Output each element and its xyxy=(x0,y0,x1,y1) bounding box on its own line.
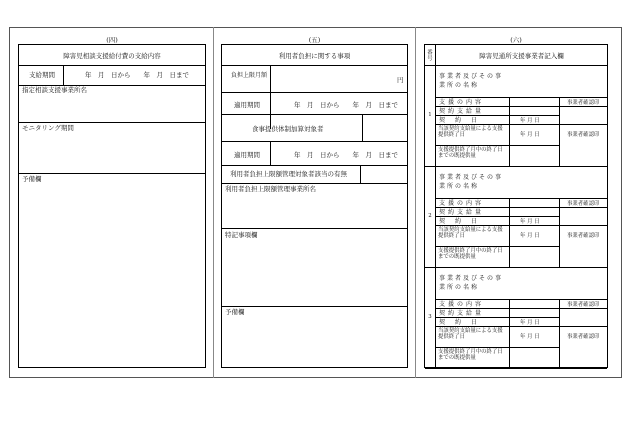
column-divider-left xyxy=(213,27,214,378)
contract-amount-label: 契約支給量 xyxy=(439,310,485,317)
rule-line xyxy=(435,347,559,348)
rule-line xyxy=(435,225,607,226)
section-four-table xyxy=(18,44,206,368)
rule-line xyxy=(509,198,510,267)
rule-line xyxy=(425,368,607,369)
rule-line xyxy=(222,228,407,229)
rule-line xyxy=(559,299,560,368)
notes-field-label: 特記事項欄 xyxy=(225,231,258,239)
applied-period-value[interactable]: 年 月 日から 年 月 日まで xyxy=(294,101,398,109)
rule-line xyxy=(222,65,407,66)
rule-line xyxy=(435,198,607,199)
contract-date-label: 契約日 xyxy=(439,218,488,225)
rule-line xyxy=(222,165,407,166)
applied-period-value-2[interactable]: 年 月 日から 年 月 日まで xyxy=(294,151,398,159)
contract-date-label: 契約日 xyxy=(439,319,488,326)
meal-subsidy-label: 食事提供体制加算対象者 xyxy=(252,125,324,133)
section-five-table xyxy=(221,44,408,368)
support-content-label: 支援の内容 xyxy=(439,200,485,207)
designated-office-label: 指定相談支援事業所名 xyxy=(22,86,87,94)
provider-confirm-seal-1: 事業者確認印 xyxy=(567,302,600,308)
reserve-field-label: 予備欄 xyxy=(22,175,42,183)
number-column-header: 番号 xyxy=(427,50,433,63)
provider-entry-3 xyxy=(425,268,607,368)
support-end-date-label: 当該契約支給量による支援提供終了日 xyxy=(438,126,503,139)
rule-line xyxy=(435,216,559,217)
rule-line xyxy=(435,106,607,107)
provided-amount-label: 支援提供終了月中の終了日までの既提供量 xyxy=(438,147,503,160)
rule-line xyxy=(435,246,559,247)
support-end-date-label: 当該契約支給量による支援提供終了日 xyxy=(438,328,503,341)
rule-line xyxy=(435,317,559,318)
contract-date-value[interactable]: 年 月 日 xyxy=(520,118,540,124)
support-end-date-value[interactable]: 年 月 日 xyxy=(520,334,540,340)
provider-entry-2 xyxy=(425,167,607,267)
rule-line xyxy=(270,65,271,129)
rule-line xyxy=(509,97,510,166)
rule-line xyxy=(19,65,205,66)
provider-confirm-seal-2: 事業者確認印 xyxy=(567,132,600,138)
entry-number: 3 xyxy=(428,314,432,320)
applied-period-label: 適用期間 xyxy=(234,101,260,109)
provider-entry-1 xyxy=(425,66,607,166)
payment-period-value[interactable]: 年 月 日から 年 月 日まで xyxy=(85,71,189,79)
rule-line xyxy=(435,207,607,208)
provider-confirm-seal-2: 事業者確認印 xyxy=(567,233,600,239)
contract-date-value[interactable]: 年 月 日 xyxy=(520,219,540,225)
entry-number: 2 xyxy=(428,213,432,219)
rule-line xyxy=(222,306,407,307)
support-end-date-label: 当該契約支給量による支援提供終了日 xyxy=(438,227,503,240)
office-name-label: 事業者及びその事業所の名称 xyxy=(439,174,504,190)
support-content-label: 支援の内容 xyxy=(439,99,485,106)
rule-line xyxy=(63,65,64,85)
payment-period-label: 支給期間 xyxy=(29,71,55,79)
contract-date-label: 契約日 xyxy=(439,117,488,124)
rule-line xyxy=(222,92,407,93)
provided-amount-label: 支援提供終了月中の終了日までの既提供量 xyxy=(438,349,503,362)
rule-line xyxy=(19,122,205,123)
rule-line xyxy=(362,114,363,141)
provider-confirm-seal-1: 事業者確認印 xyxy=(567,100,600,106)
applied-period-label-2: 適用期間 xyxy=(234,151,260,159)
section-four-title: 障害児相談支援給付費の支給内容 xyxy=(63,52,161,60)
rule-line xyxy=(19,173,205,174)
rule-line xyxy=(509,299,510,368)
rule-line xyxy=(435,326,607,327)
monthly-limit-label: 負担上限月額 xyxy=(230,72,267,79)
office-name-label: 事業者及びその事業所の名称 xyxy=(439,73,504,89)
support-end-date-value[interactable]: 年 月 日 xyxy=(520,132,540,138)
limit-manager-label: 利用者負担上限額管理対象者該当の有無 xyxy=(230,170,347,178)
office-name-label: 事業者及びその事業所の名称 xyxy=(439,275,504,291)
limit-office-label: 利用者負担上限額管理事業所名 xyxy=(225,185,316,193)
section-four-number: (四) xyxy=(106,36,118,44)
contract-date-value[interactable]: 年 月 日 xyxy=(520,320,540,326)
rule-line xyxy=(435,115,559,116)
entry-number: 1 xyxy=(428,112,432,118)
provider-confirm-seal-2: 事業者確認印 xyxy=(567,334,600,340)
support-content-label: 支援の内容 xyxy=(439,301,485,308)
rule-line xyxy=(435,308,607,309)
rule-line xyxy=(435,97,607,98)
support-end-date-value[interactable]: 年 月 日 xyxy=(520,233,540,239)
contract-amount-label: 契約支給量 xyxy=(439,209,485,216)
rule-line xyxy=(270,141,271,165)
yen-unit: 円 xyxy=(397,76,404,84)
rule-line xyxy=(435,145,559,146)
rule-line xyxy=(559,198,560,267)
contract-amount-label: 契約支給量 xyxy=(439,108,485,115)
section-five-number: (五) xyxy=(308,36,321,44)
section-six-title: 障害児通所支援事業者記入欄 xyxy=(479,52,564,60)
rule-line xyxy=(559,97,560,166)
reserve-field-label-2: 予備欄 xyxy=(225,308,245,316)
section-five-title: 利用者負担に関する事項 xyxy=(278,52,351,60)
section-six-number: (六) xyxy=(510,36,522,44)
column-divider-right xyxy=(415,27,416,378)
rule-line xyxy=(222,141,407,142)
provider-confirm-seal-1: 事業者確認印 xyxy=(567,201,600,207)
rule-line xyxy=(360,165,361,183)
rule-line xyxy=(435,124,607,125)
section-six-table xyxy=(424,44,608,368)
rule-line xyxy=(222,183,407,184)
provided-amount-label: 支援提供終了月中の終了日までの既提供量 xyxy=(438,248,503,261)
rule-line xyxy=(435,299,607,300)
rule-line xyxy=(222,114,407,115)
monitoring-period-label: モニタリング期間 xyxy=(22,124,74,132)
